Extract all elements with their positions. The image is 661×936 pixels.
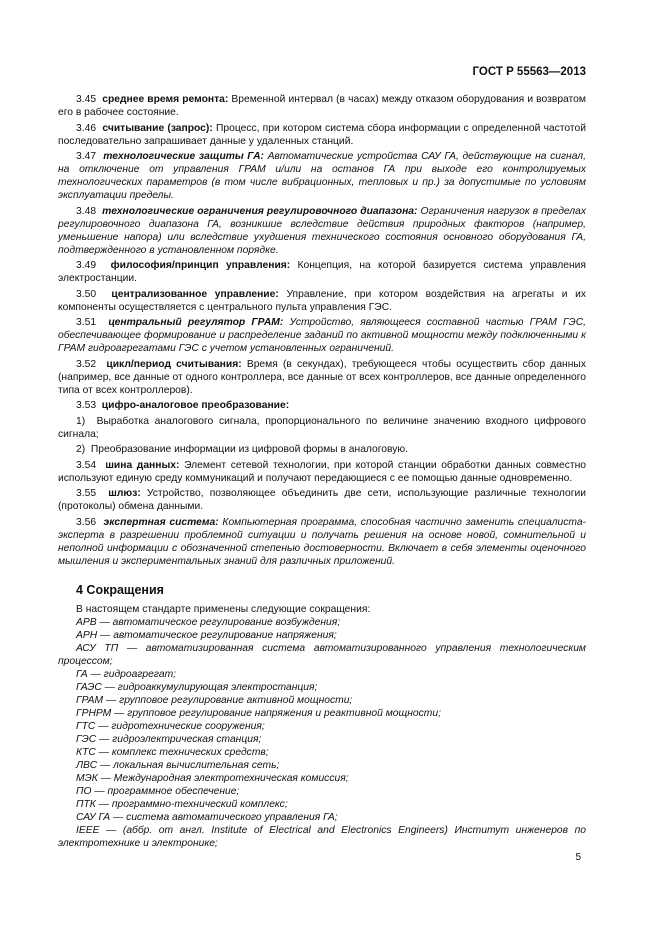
term: технологические ограничения регулировочного диапазона: [102,205,418,217]
section-heading: 4 Сокращения [76,582,164,597]
page-number: 5 [575,852,581,863]
term: считывание (запрос): [102,122,213,134]
definition: Автоматические устройства САУ ГА, действующие на сигнал, на отключение от управления ГРАМ и/или на останов ГА при выходе его контролируемых технологических параметров (в том числе вибрационных, тепловых и пр.) за допустимые по условиям эксплуатации пределы. [58,151,586,201]
term: шина данных: [105,459,180,471]
term: философия/принцип управления: [110,260,291,271]
abbreviation-item: САУ ГА — система автоматического управления ГА; [76,811,338,823]
abbreviation-item: ГЭС — гидроэлектрическая станция; [76,733,262,745]
definition: Преобразование информации из цифровой формы в аналоговую. [90,444,408,455]
abbreviation-item: ПТК — программно-технический комплекс; [76,798,288,810]
term: шлюз: [108,488,141,499]
definition-entry: 3.54 шина данных: Элемент сетевой технологии, при которой станции обработки данных совместно используют единую среду коммуникаций и получают передающиеся с ее помощью данные одновременно. [58,459,586,484]
definition: Устройство, являющееся составной частью ГРАМ ГЭС, обеспечивающее формирование и распределение заданий по активной мощности между подключенными к ГРАМ гидроагрегатами ГЭС с учетом установленных ограничений. [58,317,586,354]
definition-entry: 3.51 центральный регулятор ГРАМ: Устройство, являющееся составной частью ГРАМ ГЭС, обеспечивающее формирование и распределение заданий по активной мощности между подключенными к ГРАМ гидроагрегатами ГЭС с учетом установленных ограничений. [58,317,586,354]
term: экспертная система: [103,516,219,528]
definition-entry: 3.53 цифро-аналоговое преобразование: [76,400,290,411]
term: централизованное управление: [111,288,279,300]
definition-entry: 3.45 среднее время ремонта: Временной интервал (в часах) между отказом оборудования и возвратом его в рабочее состояние. [58,94,586,118]
definition-subitem: 2) Преобразование информации из цифровой формы в аналоговую. [76,444,408,455]
term: технологические защиты ГА: [103,151,264,162]
abbreviation-item: ГА — гидроагрегат; [76,668,177,680]
definition: Временной интервал (в часах) между отказом оборудования и возвратом его в рабочее состояние. [58,94,586,118]
term: цикл/период считывания: [106,358,242,370]
abbreviation-item: IEEE — (аббр. от англ. Institute of Electrical and Electronics Engineers) Институт инженеров по электротехнике и электронике; [58,824,586,849]
definition-subitem: 1) Выработка аналогового сигнала, пропорционального по величине значению входного цифрового сигнала; [58,415,586,440]
abbreviation-item: ЛВС — локальная вычислительная сеть; [76,759,280,771]
definition: Концепция, на которой базируется система управления электростанции. [58,260,586,284]
definition-entry: 3.56 экспертная система: Компьютерная программа, способная частично заменить специалиста-эксперта в разрешении проблемной ситуации и получать решения на основе новой, сомнительной и неполной информации с обозначенной степенью достоверности. Включает в себя элементы оценочного мышления и экспериментальных знаний для различных приложений. [58,516,586,567]
definition: Ограничения нагрузок в пределах регулировочного диапазона ГА, возникшие вследствие действия природных факторов (например, уменьшение напора) или вследствие ухудшения технического состояния основного оборудования ГА, подтвержденного в установленном порядке. [58,205,586,256]
definition: Элемент сетевой технологии, при которой станции обработки данных совместно используют единую среду коммуникаций и получают передающиеся с ее помощью данные одновременно. [58,459,586,484]
definition: Выработка аналогового сигнала, пропорционального по величине значению входного цифрового сигнала; [58,415,586,440]
abbreviation-item: ГТС — гидротехнические сооружения; [76,720,265,732]
definition: Управление, при котором воздействия на агрегаты и их компоненты осуществляется с центрального пульта управления ГЭС. [58,288,587,313]
term: центральный регулятор ГРАМ: [108,317,284,328]
definition: Процесс, при котором система сбора информации с определенной частотой последовательно запрашивает данные у удаленных станций. [58,122,586,147]
page-body [58,93,586,850]
abbreviation-item: МЭК — Международная электротехническая комиссия; [76,772,349,784]
definition-entry: 3.46 считывание (запрос): Процесс, при котором система сбора информации с определенной частотой последовательно запрашивает данные у удаленных станций. [58,122,586,147]
definition-entry: 3.49 философия/принцип управления: Концепция, на которой базируется система управления электростанции. [58,260,586,284]
abbreviation-item: АСУ ТП — автоматизированная система автоматизированного управления технологическим процессом; [58,642,586,667]
section-intro: В настоящем стандарте применены следующие сокращения: [76,603,371,615]
definition-entry: 3.47 технологические защиты ГА: Автоматические устройства САУ ГА, действующие на сигнал, на отключение от управления ГРАМ и/или на останов ГА при выходе его контролируемых технологических параметров (в том числе вибрационных, тепловых и пр.) за допустимые по условиям эксплуатации пределы. [58,151,586,201]
abbreviation-item: ГАЭС — гидроаккумулирующая электростанция; [76,681,318,693]
abbreviation-item: ПО — программное обеспечение; [76,785,240,797]
definition-entry: 3.55 шлюз: Устройство, позволяющее объединить две сети, использующие различные технологии (протоколы) обмена данными. [58,488,586,512]
document-code: ГОСТ Р 55563—2013 [472,66,586,78]
definition: Время (в секундах), требующееся чтобы осуществить сбор данных (например, все данные от одного контроллера, все данные от всех контроллеров, все данные определенного типа от всех контроллеров). [58,358,586,396]
abbreviation-item: АРВ — автоматическое регулирование возбуждения; [76,616,341,628]
definition: Компьютерная программа, способная частично заменить специалиста-эксперта в разрешении проблемной ситуации и получать решения на основе новой, сомнительной и неполной информации с обозначенной степенью достоверности. Включает в себя элементы оценочного мышления и экспериментальных знаний для различных приложений. [58,516,586,567]
abbreviation-item: АРН — автоматическое регулирование напряжения; [76,629,337,641]
definition-entry: 3.50 централизованное управление: Управление, при котором воздействия на агрегаты и их компоненты осуществляется с центрального пульта управления ГЭС. [58,288,587,313]
term: среднее время ремонта: [102,94,229,105]
term: цифро-аналоговое преобразование: [101,400,290,411]
definition: Устройство, позволяющее объединить две сети, использующие различные технологии (протоколы) обмена данными. [58,488,586,512]
definition-entry: 3.48 технологические ограничения регулировочного диапазона: Ограничения нагрузок в пределах регулировочного диапазона ГА, возникшие вследствие действия природных факторов (например, уменьшение напора) или вследствие ухудшения технического состояния основного оборудования ГА, подтвержденного в установленном порядке. [58,205,586,256]
abbreviation-item: ГРНРМ — групповое регулирование напряжения и реактивной мощности; [76,707,441,719]
definition-entry: 3.52 цикл/период считывания: Время (в секундах), требующееся чтобы осуществить сбор данных (например, все данные от одного контроллера, все данные от всех контроллеров, все данные определенного типа от всех контроллеров). [58,358,586,396]
abbreviation-item: ГРАМ — групповое регулирование активной мощности; [76,694,353,706]
abbreviation-item: КТС — комплекс технических средств; [76,746,269,758]
